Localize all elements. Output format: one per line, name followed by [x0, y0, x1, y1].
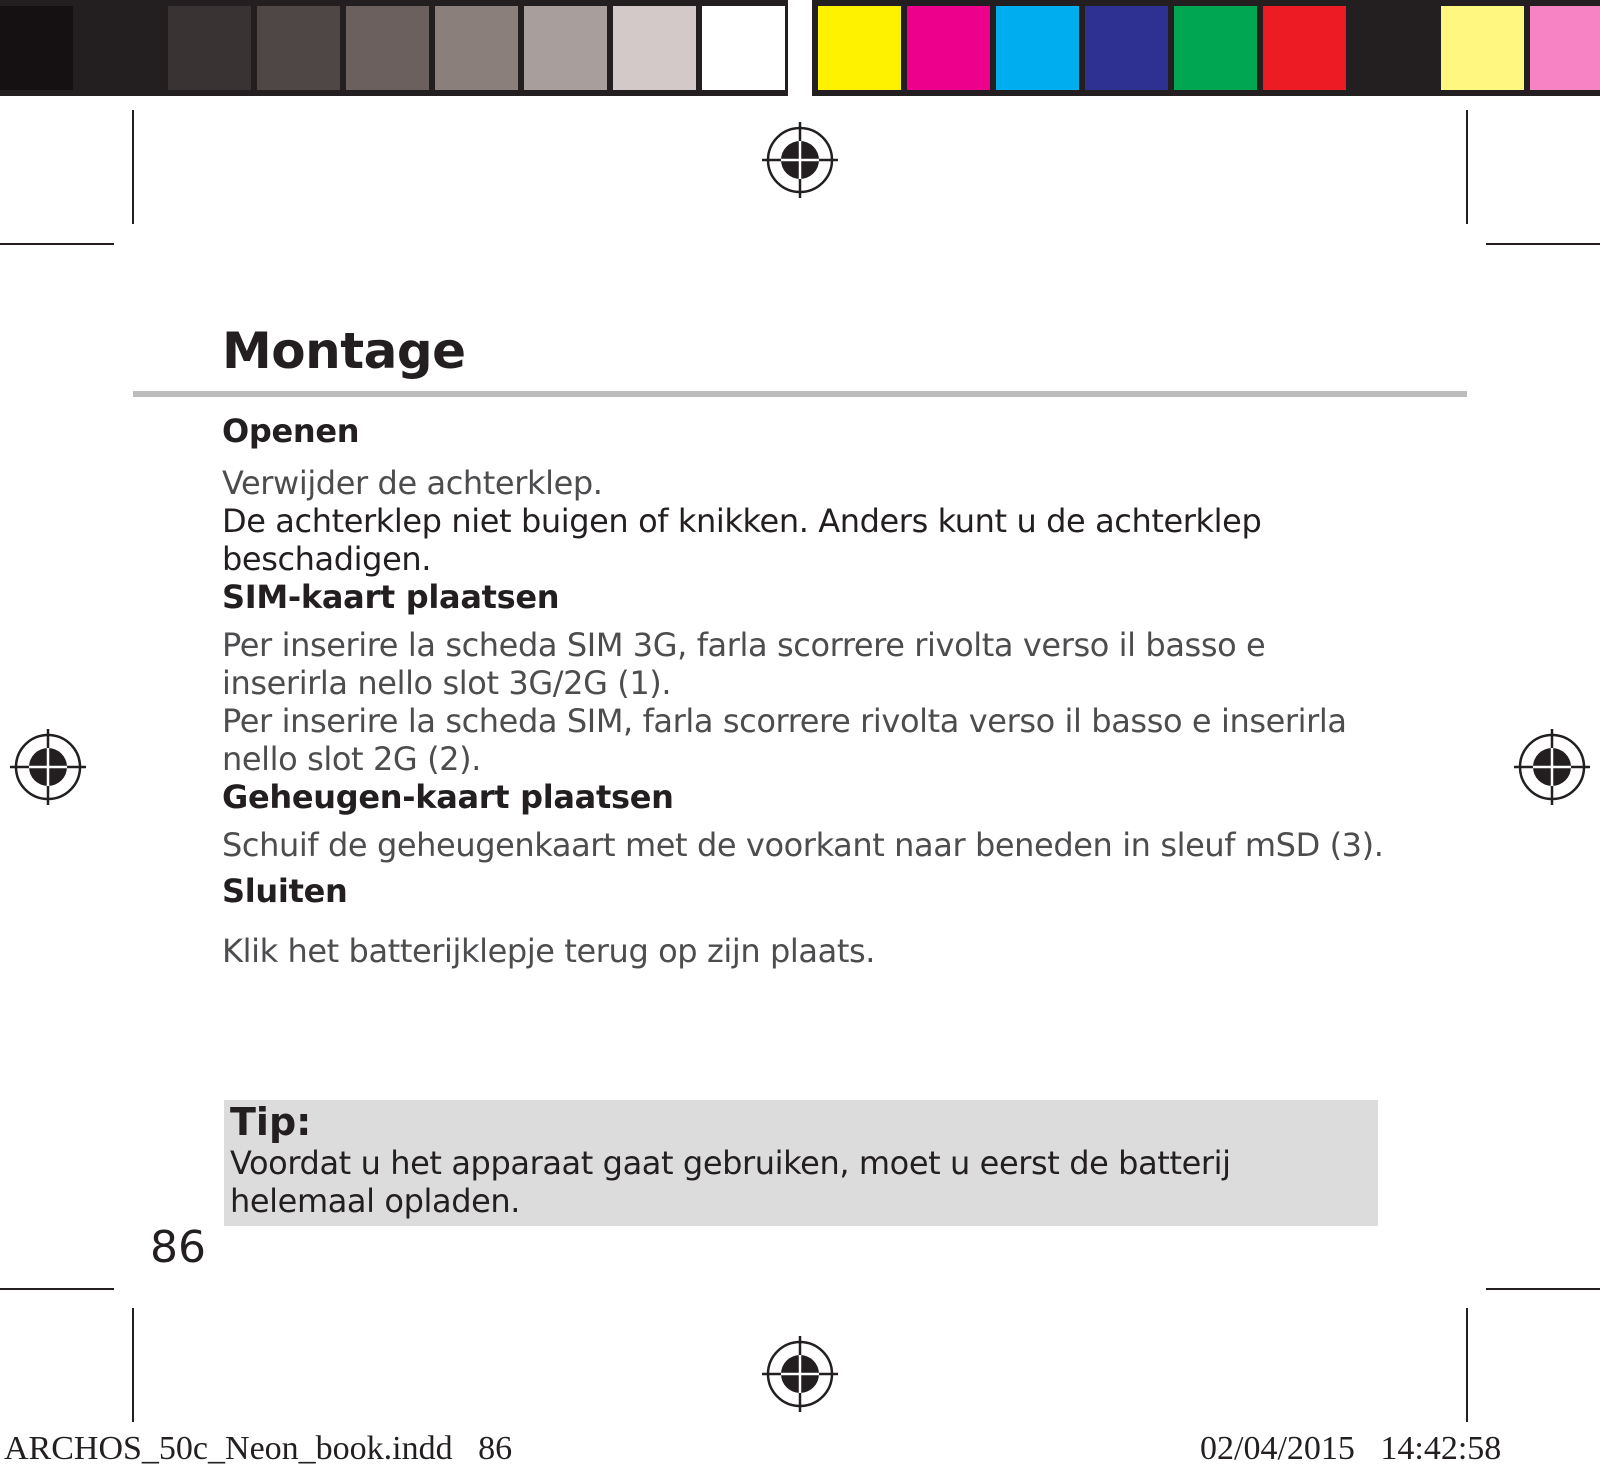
section-paragraph: Klik het batterijklepje terug op zijn plaats. [222, 932, 876, 970]
title-divider [133, 391, 1467, 397]
crop-mark-top-left-horizontal [0, 243, 114, 245]
section-paragraph: De achterklep niet buigen of knikken. Anders kunt u de achterklep beschadigen. [222, 502, 1262, 578]
gray-swatch [79, 6, 162, 90]
color-swatch [907, 6, 990, 90]
color-swatch [1530, 6, 1600, 90]
gray-swatch [168, 6, 251, 90]
color-swatch [1174, 6, 1257, 90]
crop-mark-bottom-right-vertical [1466, 1308, 1468, 1422]
tip-title: Tip: [230, 1100, 312, 1144]
page-title: Montage [222, 322, 466, 380]
section-heading: Openen [222, 412, 360, 450]
page-number: 86 [150, 1222, 206, 1273]
gray-swatch [257, 6, 340, 90]
section-heading: Sluiten [222, 872, 348, 910]
crop-mark-top-right-horizontal [1486, 243, 1600, 245]
gray-swatch [0, 6, 73, 90]
slug-file-name: ARCHOS_50c_Neon_book.indd 86 [4, 1430, 513, 1467]
main-content [222, 412, 1442, 970]
section-paragraph: Per inserire la scheda SIM, farla scorrere rivolta verso il basso e inserirla nello slot 2G (2). [222, 702, 1347, 778]
registration-mark-bottom-icon [760, 1334, 840, 1414]
crop-mark-bottom-left-horizontal [0, 1288, 114, 1290]
crop-mark-bottom-right-horizontal [1486, 1288, 1600, 1290]
color-swatch [1085, 6, 1168, 90]
crop-mark-top-left-vertical [132, 110, 134, 224]
crop-mark-top-right-vertical [1466, 110, 1468, 224]
slug-date-time: 02/04/2015 14:42:58 [1200, 1430, 1502, 1467]
crop-mark-bottom-left-vertical [132, 1308, 134, 1422]
gray-swatch [613, 6, 696, 90]
section-sim-kaart [222, 578, 1442, 778]
gray-swatch [524, 6, 607, 90]
color-swatch [1441, 6, 1524, 90]
registration-mark-left-icon [8, 727, 88, 807]
registration-mark-top-icon [760, 120, 840, 200]
section-openen [222, 412, 1442, 578]
section-heading: Geheugen-kaart plaatsen [222, 778, 674, 816]
tip-box [224, 1100, 1378, 1226]
gray-swatch [702, 6, 785, 90]
section-paragraph: Schuif de geheugenkaart met de voorkant naar beneden in sleuf mSD (3). [222, 826, 1384, 864]
section-paragraph: Verwijder de achterklep. [222, 464, 603, 502]
section-paragraph: Per inserire la scheda SIM 3G, farla scorrere rivolta verso il basso e inserirla nello slot 3G/2G (1). [222, 626, 1266, 702]
section-geheugen-kaart [222, 778, 1442, 864]
color-swatch [1352, 6, 1435, 90]
color-swatch [996, 6, 1079, 90]
color-swatch [1263, 6, 1346, 90]
gray-swatch [346, 6, 429, 90]
registration-mark-right-icon [1512, 727, 1592, 807]
color-calibration-bar [0, 0, 1600, 96]
section-heading: SIM-kaart plaatsen [222, 578, 560, 616]
color-swatch [818, 6, 901, 90]
tip-text: Voordat u het apparaat gaat gebruiken, moet u eerst de batterij helemaal opladen. [230, 1144, 1231, 1220]
section-sluiten [222, 872, 1442, 970]
gray-swatch [435, 6, 518, 90]
